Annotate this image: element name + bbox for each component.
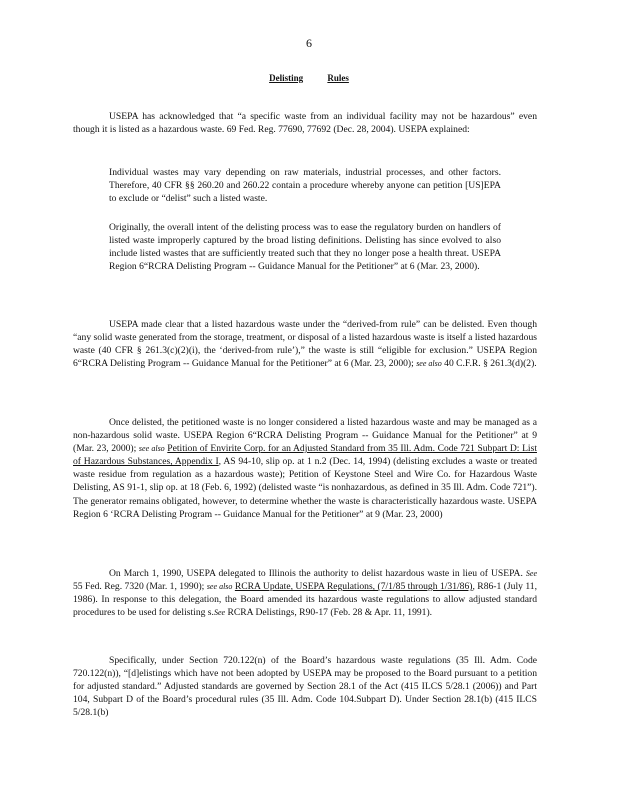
paragraph-specifically: Specifically, under Section 720.122(n) of the Board’s hazardous waste regulations (35 Ill. Adm. Code 720.122(n)), “[d]elistings which have not been adopted by USEPA may be proposed to the Board pursuant to a petition for adjusted standard.” Adjusted standards are governed by Section 28.1 of the Act (415 ILCS 5/28.1 (2006)) and Part 104, Subpart D of the Board’s procedural rules (35 Ill. Adm. Code 104.Subpart D). Under Section 28.1(b) (415 ILCS 5/28.1(b): [73, 655, 537, 719]
section-heading: [0, 73, 618, 83]
citation-signal: see also: [138, 444, 165, 454]
citation-signal: See: [213, 608, 226, 618]
paragraph-once-delisted: [73, 416, 537, 521]
block-quote-originally: Originally, the overall intent of the delisting process was to ease the regulatory burden on handlers of listed waste improperly captured by the broad listing definitions. Delisting has since evolved to also include listed wastes that are sufficiently treated such that they no longer pose a health threat. USEPA Region 6“RCRA Delisting Program -- Guidance Manual for the Petitioner” at 6 (Mar. 23, 2000).: [109, 222, 501, 273]
heading-word-delisting: Delisting: [269, 73, 304, 83]
paragraph-text: 40 C.F.R. § 261.3(d)(2).: [444, 358, 537, 370]
paragraph-text: On March 1, 1990, USEPA delegated to Illinois the authority to delist hazardous waste in lieu of USEPA.: [109, 568, 523, 579]
page-number: 6: [306, 36, 312, 50]
paragraph-derived-from-rule: [73, 318, 537, 370]
paragraph-text: Once delisted, the petitioned waste is no longer considered a listed hazardous waste and may be managed as a non-hazardous solid waste. USEPA Region 6“RCRA Delisting Program -- Guidance Manual for the Petitioner” at 9 (Mar. 23, 2000);: [73, 417, 537, 455]
citation-signal: See: [525, 569, 537, 578]
block-quote-individual-wastes: Individual wastes may vary depending on raw materials, industrial processes, and other factors. Therefore, 40 CFR §§ 260.20 and 260.22 contain a procedure whereby anyone can petition [US]EPA to exclude or “delist” such a listed waste.: [109, 167, 501, 205]
paragraph-text: USEPA made clear that a listed hazardous waste under the “derived-from rule” can be delisted. Even though “any solid waste generated from the storage, treatment, or disposal of a listed hazardous waste is itself a listed hazardous waste (40 CFR § 261.3(c)(2)(i), the ‘derived-from rule’),” the waste is still “eligible for exclusion.” USEPA Region 6“RCRA Delisting Program -- Guidance Manual for the Petitioner” at 6 (Mar. 23, 2000);: [73, 319, 537, 370]
paragraph-text: 55 Fed. Reg. 7320 (Mar. 1, 1990);: [73, 581, 205, 593]
paragraph-text: , AS 94-10, slip op. at 1 n.2 (Dec. 14, 1994) (delisting excludes a waste or treated waste residue from regulation as a hazardous waste); Petition of Keystone Steel and Wire Co. for Hazardous Waste Delisting, AS 91-1, slip op. at 18 (Feb. 6, 1992) (delisted waste “is nonhazardous, as defined in 35 Ill. Adm. Code 721”). The generator remains obligated, however, to determine whether the waste is characteristically hazardous waste. USEPA Region 6 ‘RCRA Delisting Program -- Guidance Manual for the Petitioner” at 9 (Mar. 23, 2000): [73, 456, 538, 520]
case-citation-envirite: Petition of Envirite Corp. for an Adjusted Standard from 35 Ill. Adm. Code 721 Subpart D: List of Hazardous Substances, Appendix I: [73, 443, 537, 468]
case-citation-rcra-update: RCRA Update, USEPA Regulations, (7/1/85 through 1/31/86): [234, 581, 473, 593]
paragraph-usepa-acknowledged: USEPA has acknowledged that “a specific waste from an individual facility may not be hazardous” even though it is listed as a hazardous waste. 69 Fed. Reg. 77690, 77692 (Dec. 28, 2004). USEPA explained:: [73, 111, 537, 136]
citation-signal: see also: [416, 359, 442, 369]
paragraph-delegation: [73, 567, 537, 619]
heading-word-rules: Rules: [327, 73, 349, 83]
paragraph-text: , R86-1 (July 11, 1986). In response to this delegation, the Board amended its hazardous waste regulations to allow adjusted standard procedures to be used for delisting s.: [73, 581, 537, 619]
citation-signal: see also: [206, 582, 233, 592]
paragraph-text: RCRA Delistings, R90-17 (Feb. 28 & Apr. 11, 1991).: [227, 607, 433, 619]
